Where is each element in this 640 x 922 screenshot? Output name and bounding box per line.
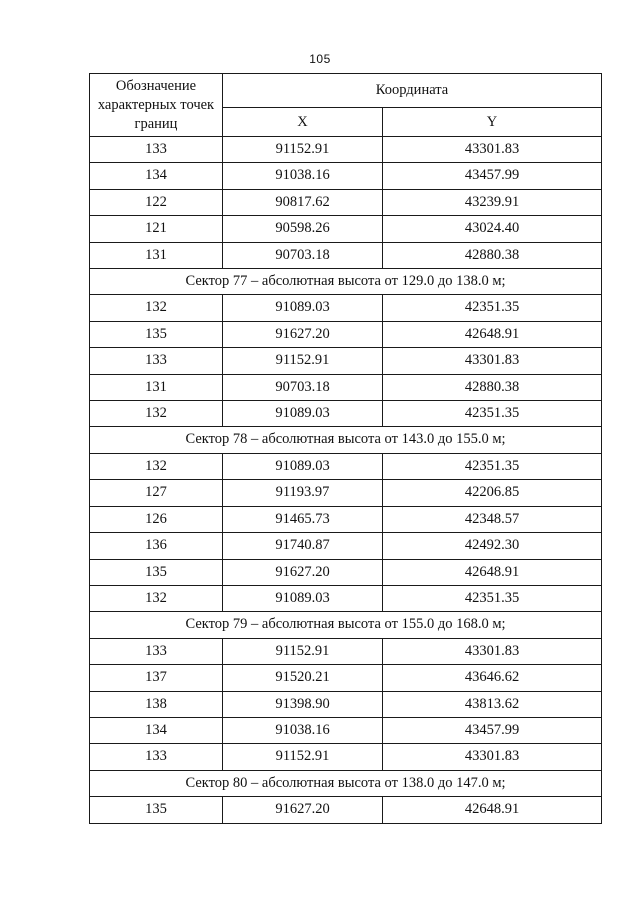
sector-row (90, 427, 602, 453)
x-cell: 91038.16 (223, 163, 383, 189)
x-cell: 91089.03 (223, 585, 383, 611)
sector-title: Сектор 77 – абсолютная высота от 129.0 до 138.0 м; (90, 269, 602, 295)
sector-row (90, 770, 602, 796)
x-cell: 91627.20 (223, 559, 383, 585)
y-cell: 43301.83 (383, 744, 602, 770)
x-cell: 90703.18 (223, 242, 383, 268)
point-cell: 134 (90, 717, 223, 743)
y-cell: 42648.91 (383, 559, 602, 585)
x-cell: 91193.97 (223, 480, 383, 506)
table-row (90, 506, 602, 532)
table-row (90, 559, 602, 585)
point-cell: 131 (90, 374, 223, 400)
point-cell: 133 (90, 744, 223, 770)
point-cell: 122 (90, 189, 223, 215)
table-row (90, 321, 602, 347)
x-cell: 91152.91 (223, 348, 383, 374)
y-cell: 42351.35 (383, 401, 602, 427)
y-cell: 43301.83 (383, 137, 602, 163)
y-cell: 42351.35 (383, 295, 602, 321)
x-cell: 91152.91 (223, 638, 383, 664)
x-cell: 90703.18 (223, 374, 383, 400)
point-label-header: Обозначение характерных точек границ (90, 74, 223, 137)
point-cell: 132 (90, 453, 223, 479)
point-cell: 121 (90, 216, 223, 242)
table-row (90, 638, 602, 664)
y-cell: 42351.35 (383, 453, 602, 479)
y-header: Y (383, 108, 602, 137)
table-body (90, 137, 602, 824)
point-cell: 127 (90, 480, 223, 506)
x-cell: 91152.91 (223, 744, 383, 770)
page-number: 105 (309, 52, 331, 66)
y-cell: 42880.38 (383, 374, 602, 400)
table-row (90, 744, 602, 770)
coordinate-header: Координата (223, 74, 602, 108)
table-row (90, 797, 602, 823)
y-cell: 42648.91 (383, 321, 602, 347)
y-cell: 43024.40 (383, 216, 602, 242)
point-cell: 134 (90, 163, 223, 189)
point-cell: 133 (90, 638, 223, 664)
table-row (90, 189, 602, 215)
x-cell: 91152.91 (223, 137, 383, 163)
point-cell: 133 (90, 348, 223, 374)
y-cell: 42648.91 (383, 797, 602, 823)
y-cell: 43301.83 (383, 638, 602, 664)
y-cell: 42206.85 (383, 480, 602, 506)
sector-title: Сектор 80 – абсолютная высота от 138.0 до 147.0 м; (90, 770, 602, 796)
x-cell: 91465.73 (223, 506, 383, 532)
table-row (90, 533, 602, 559)
table-row (90, 163, 602, 189)
x-cell: 91520.21 (223, 665, 383, 691)
y-cell: 43813.62 (383, 691, 602, 717)
point-cell: 133 (90, 137, 223, 163)
y-cell: 42880.38 (383, 242, 602, 268)
point-cell: 136 (90, 533, 223, 559)
point-cell: 135 (90, 559, 223, 585)
y-cell: 43301.83 (383, 348, 602, 374)
x-cell: 90817.62 (223, 189, 383, 215)
x-header: X (223, 108, 383, 137)
table-row (90, 691, 602, 717)
point-cell: 131 (90, 242, 223, 268)
x-cell: 91627.20 (223, 321, 383, 347)
x-cell: 91398.90 (223, 691, 383, 717)
x-cell: 90598.26 (223, 216, 383, 242)
x-cell: 91089.03 (223, 401, 383, 427)
y-cell: 43646.62 (383, 665, 602, 691)
y-cell: 43457.99 (383, 163, 602, 189)
x-cell: 91089.03 (223, 453, 383, 479)
table-row (90, 665, 602, 691)
point-cell: 138 (90, 691, 223, 717)
sector-title: Сектор 78 – абсолютная высота от 143.0 до 155.0 м; (90, 427, 602, 453)
y-cell: 42348.57 (383, 506, 602, 532)
sector-title: Сектор 79 – абсолютная высота от 155.0 до 168.0 м; (90, 612, 602, 638)
coordinates-table (89, 73, 602, 824)
y-cell: 42351.35 (383, 585, 602, 611)
table-row (90, 374, 602, 400)
table-row (90, 348, 602, 374)
x-cell: 91089.03 (223, 295, 383, 321)
x-cell: 91038.16 (223, 717, 383, 743)
table-row (90, 585, 602, 611)
point-cell: 135 (90, 797, 223, 823)
point-cell: 132 (90, 585, 223, 611)
x-cell: 91740.87 (223, 533, 383, 559)
table-row (90, 295, 602, 321)
table-row (90, 242, 602, 268)
table-row (90, 137, 602, 163)
x-cell: 91627.20 (223, 797, 383, 823)
y-cell: 43457.99 (383, 717, 602, 743)
point-cell: 126 (90, 506, 223, 532)
table-row (90, 480, 602, 506)
sector-row (90, 269, 602, 295)
table-row (90, 453, 602, 479)
point-cell: 132 (90, 401, 223, 427)
table-row (90, 401, 602, 427)
y-cell: 43239.91 (383, 189, 602, 215)
point-cell: 132 (90, 295, 223, 321)
y-cell: 42492.30 (383, 533, 602, 559)
point-cell: 135 (90, 321, 223, 347)
table-row (90, 216, 602, 242)
point-cell: 137 (90, 665, 223, 691)
table-row (90, 717, 602, 743)
sector-row (90, 612, 602, 638)
